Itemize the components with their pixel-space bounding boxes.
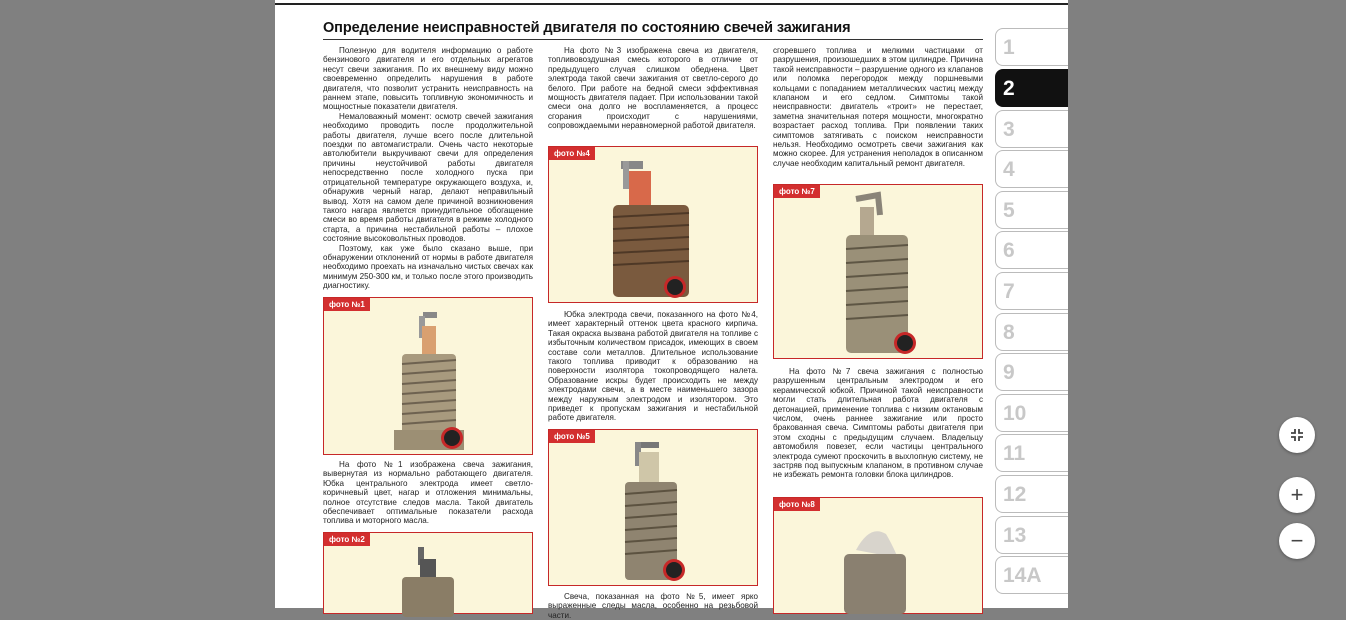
zoom-out-icon: − (1290, 528, 1304, 553)
photo-label: фото №5 (549, 430, 595, 443)
zoom-in-button[interactable] (1279, 477, 1315, 513)
paragraph: Свеча, показанная на фото №5, имеет ярко выраженные следы масла, особенно на резьбовой части. (548, 592, 758, 620)
caption-photo-4 (548, 310, 758, 423)
paragraph: Юбка электрода свечи, показанного на фото №4, имеет характерный оттенок цвета красного кирпича. Такая окраска вызвана работой двигателя на топливе с избыточным количеством присадок, имеющих в своем составе соли металлов. Длительное использование такого топлива приводит к образованию на поверхности изолятора токопроводящего налета. Образование искры будет происходить не между электродами свечи, а в месте наименьшего зазора между наружным электродом и изолятором. Это приведет к пропускам зажигания и нестабильной работе двигателя. (548, 310, 758, 423)
photo-label: фото №1 (324, 298, 370, 311)
spark-plug-image (774, 498, 982, 613)
chapter-tab-3[interactable]: 3 (995, 110, 1068, 148)
chapter-tab-6[interactable]: 6 (995, 231, 1068, 269)
photo-label: фото №2 (324, 533, 370, 546)
title-rule (323, 39, 983, 40)
caption-photo-5 (548, 592, 758, 620)
document-page (275, 0, 1068, 620)
spark-plug-image (774, 185, 982, 358)
caption-photo-7 (773, 367, 983, 480)
chapter-tab-11[interactable]: 11 (995, 434, 1068, 472)
photo-8 (773, 497, 983, 614)
page-top-rule (275, 3, 1068, 5)
paragraph: Полезную для водителя информацию о работе бензинового двигателя и его отдельных агрегатов несут свечи зажигания. По их внешнему виду можно своевременно определить нарушения в работе двигателя, что позволит устранить неисправность на раннем этапе, повысить топливную экономичность и мощностные показатели двигателя. (323, 46, 533, 112)
paragraph: На фото №1 изображена свеча зажигания, вывернутая из нормально работающего двигателя. Юбка центрального электрода имеет светло-коричневый цвет, нагар и отложения минимальны, полное отсутствие следов масла. Такой двигатель обеспечивает оптимальные показатели расхода топлива и моторного масла. (323, 460, 533, 526)
paragraph: Немаловажный момент: осмотр свечей зажигания необходимо проводить после продолжительной работы двигателя, лучше всего после длительной поездки по автомагистрали. Очень часто некоторые автолюбители выкручивают свечи для определения причины неустойчивой работы двигателя непосредственно после холодного пуска при отрицательной температуре окружающего воздуха, и, обнаружив черный нагар, делают неправильный вывод. Хотя на самом деле причиной возникновения такого нагара является принудительное обогащение смеси во время работы двигателя в режиме холодного старта, а причина нестабильной работы – плохое состояние высоковольтных проводов. (323, 111, 533, 244)
chapter-tab-4[interactable]: 4 (995, 150, 1068, 188)
chapter-tab-5[interactable]: 5 (995, 191, 1068, 229)
chapter-tab-7[interactable]: 7 (995, 272, 1068, 310)
text-column-2 (548, 46, 758, 131)
chapter-tab-2[interactable]: 2 (995, 69, 1068, 107)
photo-label: фото №7 (774, 185, 820, 198)
fit-to-page-icon (1289, 427, 1305, 443)
zoom-out-button[interactable] (1279, 523, 1315, 559)
chapter-tab-14a[interactable]: 14A (995, 556, 1068, 594)
photo-5 (548, 429, 758, 586)
chapter-tab-10[interactable]: 10 (995, 394, 1068, 432)
caption-photo-1 (323, 460, 533, 526)
paragraph: На фото №7 свеча зажигания с полностью разрушенным центральным электродом и его керамической юбкой. Причиной такой неисправности могли стать длительная работа двигателя с детонацией, применение топлива с низким октановым числом, очень раннее зажигание или просто бракованная свеча. Симптомы работы двигателя при этом сходны с предыдущим случаем. Владельцу автомобиля повезет, если частицы центрального электрода сумеют проскочить в выхлопную систему, не застряв под выпускным клапаном, в противном случае не избежать ремонта головки блока цилиндров. (773, 367, 983, 480)
spark-plug-image (549, 430, 757, 585)
photo-4 (548, 146, 758, 303)
chapter-tab-9[interactable]: 9 (995, 353, 1068, 391)
spark-plug-image (324, 298, 532, 454)
photo-label: фото №8 (774, 498, 820, 511)
chapter-tab-8[interactable]: 8 (995, 313, 1068, 351)
page-title: Определение неисправностей двигателя по состоянию свечей зажигания (323, 20, 851, 36)
photo-1 (323, 297, 533, 455)
photo-7 (773, 184, 983, 359)
paragraph: На фото №3 изображена свеча из двигателя, топливовоздушная смесь которого в отличие от предыдущего случая слишком обеднена. Цвет электрода такой свечи зажигания от светло-серого до белого. При работе на бедной смеси эффективная мощность двигателя падает. При использовании такой смеси она долго не воспламеняется, а процесс сгорания происходит с нарушениями, сопровождаемыми неравномерной работой двигателя. (548, 46, 758, 131)
photo-2 (323, 532, 533, 614)
chapter-tab-1[interactable]: 1 (995, 28, 1068, 66)
zoom-in-icon: + (1290, 482, 1304, 507)
chapter-tab-13[interactable]: 13 (995, 516, 1068, 554)
paragraph: Поэтому, как уже было сказано выше, при обнаружении отклонений от нормы в работе двигателя необходимо проехать на изначально чистых свечах как минимум 250-300 км, и только после этого производить диагностику. (323, 243, 533, 291)
paragraph: сгоревшего топлива и мелкими частицами от разрушения, произошедших в этом цилиндре. Причина такой неисправности – разрушение одного из клапанов или поломка перегородок между поршневыми кольцами с попаданием металлических частиц между клапаном и его седлом. Симптомы такой неисправности: двигатель «троит» не перестает, заметна значительная потеря мощности, многократно возрастает расход топлива. При появлении таких симптомов затягивать с поиском неисправности нельзя. Необходимо осмотреть свечи зажигания как можно скорее. Для устранения неполадок в описанном случае необходим капитальный ремонт двигателя. (773, 46, 983, 168)
text-column-1 (323, 46, 533, 291)
spark-plug-image (549, 147, 757, 302)
chapter-tab-12[interactable]: 12 (995, 475, 1068, 513)
text-column-3 (773, 46, 983, 168)
fit-page-button[interactable] (1279, 417, 1315, 453)
photo-label: фото №4 (549, 147, 595, 160)
